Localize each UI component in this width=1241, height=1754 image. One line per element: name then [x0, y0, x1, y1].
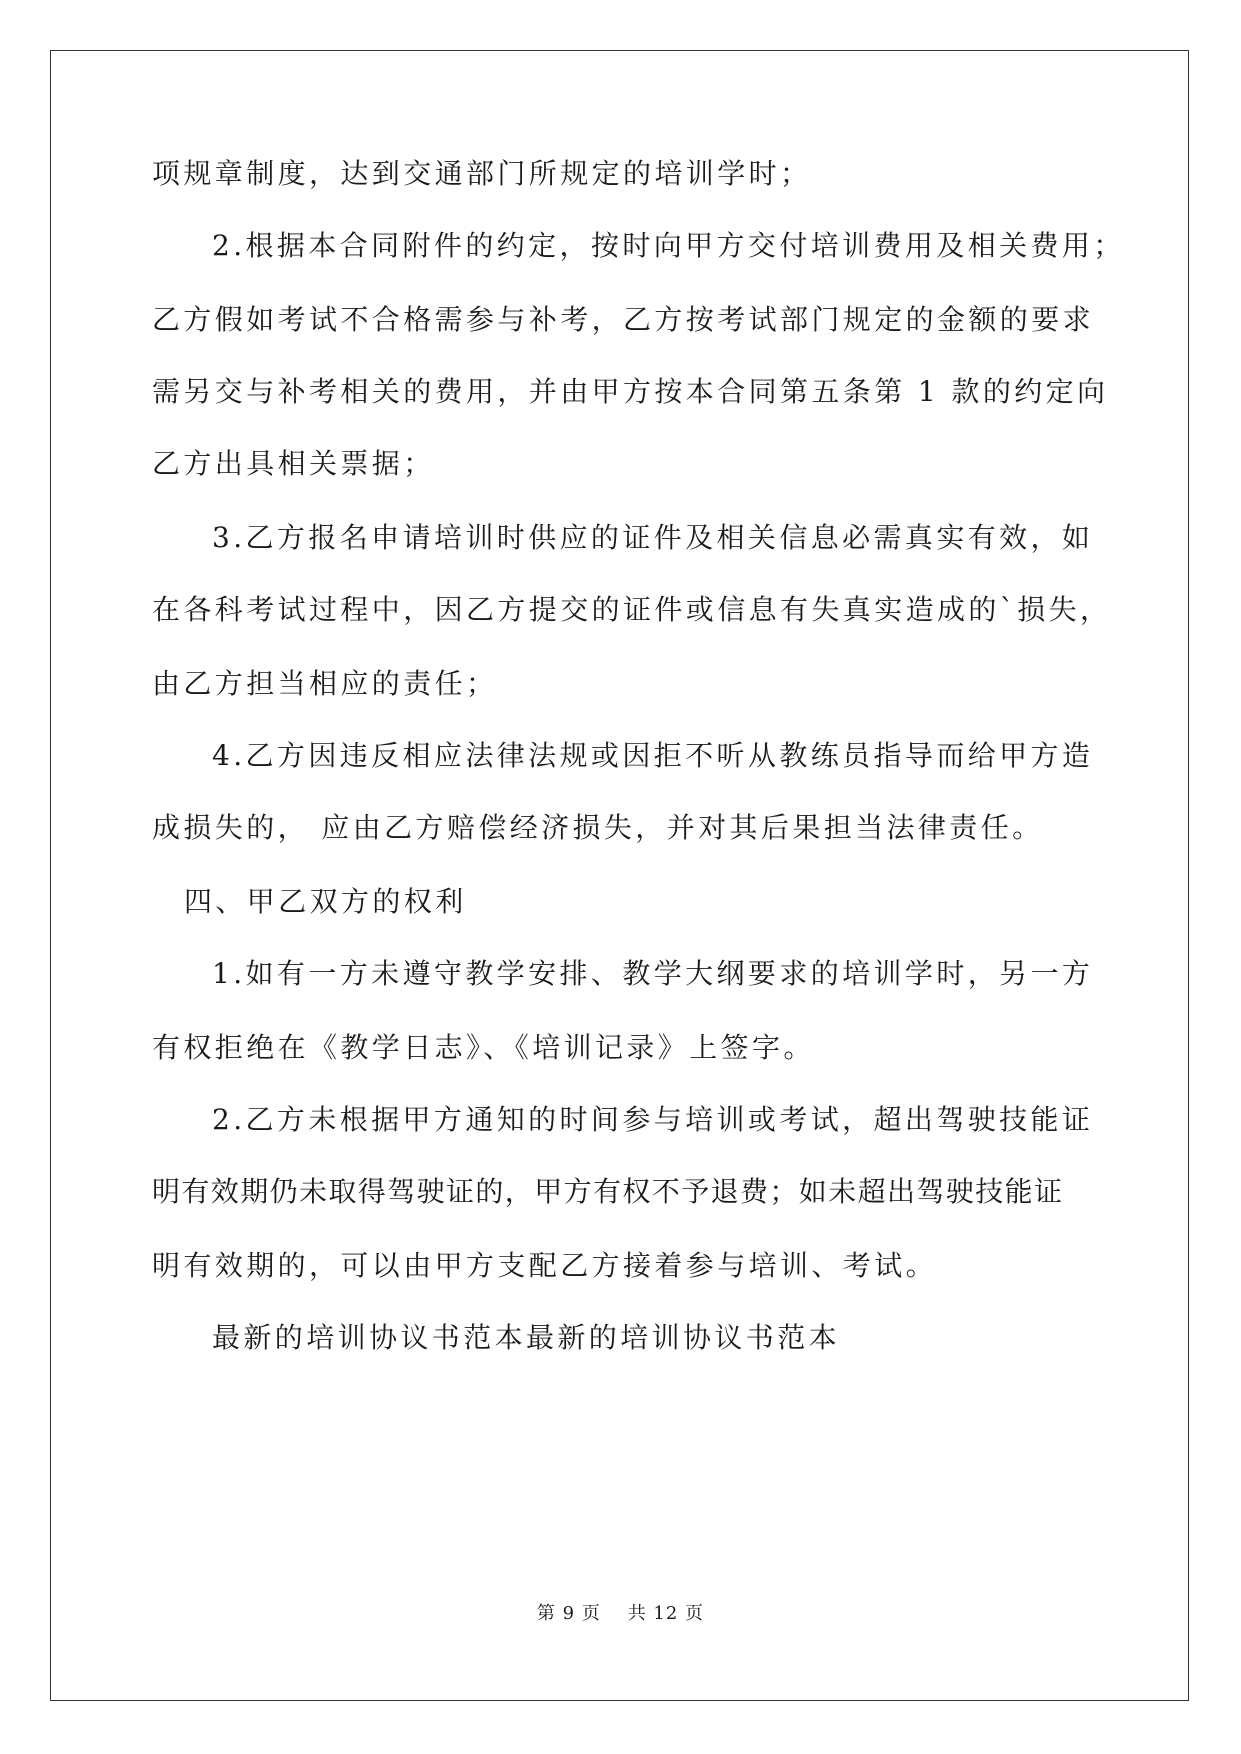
text-line: 在各科考试过程中，因乙方提交的证件或信息有失真实造成的`损失， [152, 593, 1112, 626]
text-line: 明有效期仍未取得驾驶证的，甲方有权不予退费；如未超出驾驶技能证 [152, 1175, 1064, 1208]
list-item-2: 2.根据本合同附件的约定，按时向甲方交付培训费用及相关费用； [212, 229, 1125, 262]
text-line: 需另交与补考相关的费用，并由甲方按本合同第五条第 1 款的约定向 [152, 375, 1109, 408]
text-line: 乙方出具相关票据； [152, 447, 435, 480]
text-line: 项规章制度，达到交通部门所规定的培训学时； [152, 157, 812, 190]
text-line: 明有效期的，可以由甲方支配乙方接着参与培训、考试。 [152, 1249, 938, 1282]
page-border [50, 50, 1189, 1701]
list-item-3: 3.乙方报名申请培训时供应的证件及相关信息必需真实有效，如 [212, 521, 1094, 554]
page-number: 第 9 页 共 12 页 [536, 1603, 705, 1624]
text-line: 有权拒绝在《教学日志》、《培训记录》上签字。 [152, 1031, 815, 1064]
text-line: 成损失的， 应由乙方赔偿经济损失，并对其后果担当法律责任。 [152, 811, 1044, 844]
list-item-2: 2.乙方未根据甲方通知的时间参与培训或考试，超出驾驶技能证 [212, 1103, 1094, 1136]
list-item-1: 1.如有一方未遵守教学安排、教学大纲要求的培训学时，另一方 [212, 957, 1094, 990]
list-item-4: 4.乙方因违反相应法律法规或因拒不听从教练员指导而给甲方造 [212, 739, 1094, 772]
section-heading: 四、甲乙双方的权利 [184, 885, 467, 918]
closing-title: 最新的培训协议书范本最新的培训协议书范本 [212, 1321, 841, 1354]
text-line: 乙方假如考试不合格需参与补考，乙方按考试部门规定的金额的要求 [152, 303, 1095, 336]
text-line: 由乙方担当相应的责任； [152, 667, 498, 700]
